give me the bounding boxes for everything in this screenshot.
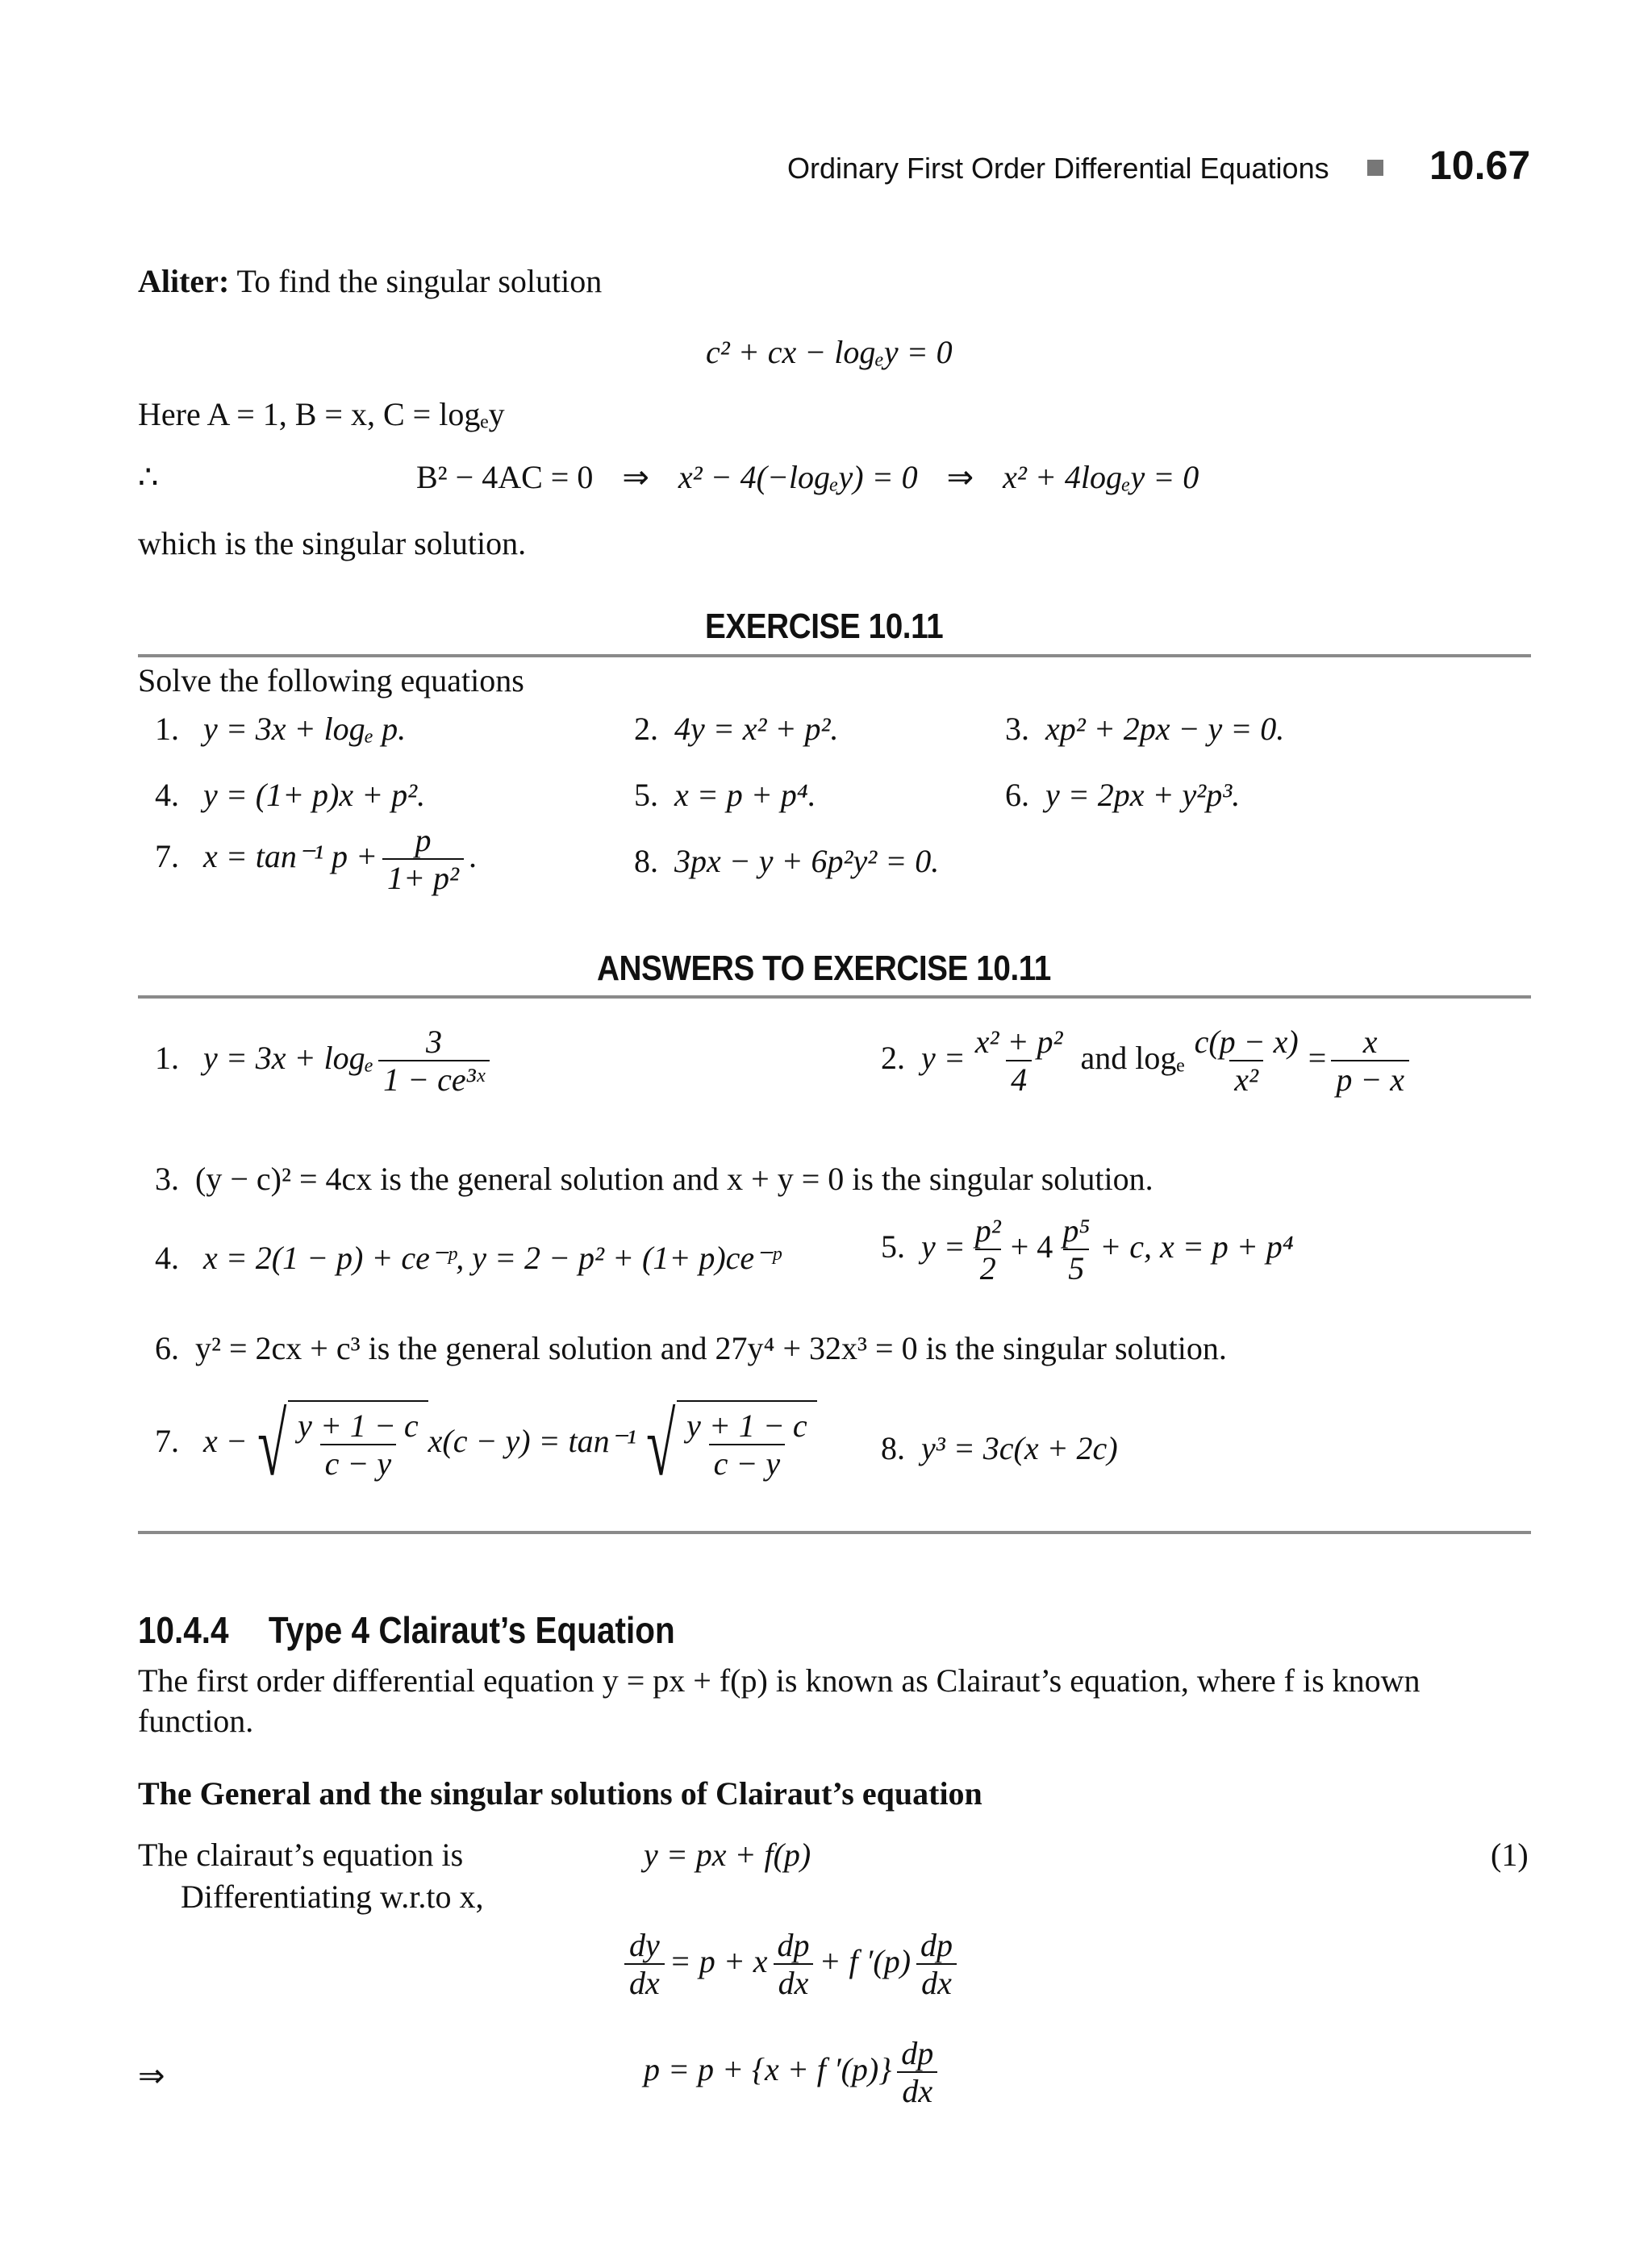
section-heading	[138, 1608, 675, 1652]
implies-symbol: ⇒	[622, 459, 649, 495]
answer-number: 6.	[155, 1330, 179, 1366]
item-number: 7.	[155, 838, 179, 875]
implies-symbol: ⇒	[138, 2058, 165, 2094]
item-number: 3.	[1005, 711, 1029, 747]
answer-text: x = 2(1 − p) + ce⁻ᵖ, y = 2 − p² + (1+ p)ce⁻ᵖ	[203, 1240, 781, 1276]
aliter-line	[138, 262, 602, 301]
implies-symbol: ⇒	[946, 459, 974, 495]
answers-title: ANSWERS TO EXERCISE 10.11	[597, 949, 1051, 988]
answer-text: + c, x = p + p⁴	[1099, 1228, 1294, 1266]
aliter-label: Aliter:	[138, 263, 230, 299]
fraction-denominator: 1+ p²	[382, 858, 464, 897]
fraction-numerator: y + 1 − c	[298, 1407, 419, 1444]
answer-text: y = 3x + logₑ	[203, 1040, 374, 1077]
equals-sign: =	[1308, 1040, 1327, 1077]
item-number: 8.	[634, 843, 658, 879]
item-number: 2.	[634, 711, 658, 747]
answer-text: y =	[921, 1228, 966, 1266]
radical-sign-icon: √	[645, 1395, 676, 1494]
exercise-item	[634, 776, 816, 815]
equation-number: (1)	[1491, 1837, 1529, 1873]
fraction-numerator: 3	[425, 1024, 442, 1060]
answer-number: 2.	[881, 1040, 905, 1077]
answer-4	[155, 1239, 781, 1278]
fraction-numerator: x² + p²	[974, 1024, 1063, 1060]
item-number: 1.	[155, 711, 179, 747]
fraction-numerator: p⁵	[1062, 1212, 1091, 1249]
fraction	[970, 1024, 1068, 1099]
item-number: 6.	[1005, 777, 1029, 813]
answer-text: and logₑ	[1080, 1040, 1185, 1077]
fraction-denominator: 4	[1006, 1060, 1032, 1099]
subsection-heading: The General and the singular solutions of Clairaut’s equation	[138, 1775, 982, 1812]
equation-text: = p + x	[669, 1943, 768, 1980]
aliter-equation-1: c² + cx − logₑy = 0	[706, 334, 953, 370]
fraction-denominator: c − y	[709, 1444, 786, 1482]
fraction	[916, 1928, 957, 2002]
section-paragraph: The first order differential equation y = px + f(p) is known as Clairaut’s equation, where f is known	[138, 1662, 1420, 1699]
answer-text: x −	[203, 1423, 248, 1460]
item-number: 4.	[155, 777, 179, 813]
exercise-item	[155, 710, 406, 749]
page-number: 10.67	[1429, 143, 1531, 188]
answer-6	[155, 1329, 1227, 1368]
fraction	[896, 2036, 938, 2110]
answer-text: x(c − y) = tan⁻¹	[428, 1423, 636, 1460]
answer-text: y³ = 3c(x + 2c)	[921, 1430, 1118, 1466]
item-period: .	[468, 838, 477, 875]
answer-5	[881, 1213, 1294, 1287]
answer-2	[881, 1024, 1414, 1099]
equation-text: + f ′(p)	[819, 1943, 912, 1980]
fraction	[1190, 1024, 1304, 1099]
fraction-numerator: dp	[777, 1927, 810, 1963]
answers-rule-bottom	[138, 1531, 1531, 1534]
item-equation: x = tan⁻¹ p +	[203, 838, 378, 875]
answer-8	[881, 1429, 1118, 1468]
exercise-item	[1005, 776, 1240, 815]
fraction-denominator: dx	[774, 1963, 814, 2002]
fraction-denominator: dx	[916, 1963, 957, 2002]
fraction-numerator: c(p − x)	[1194, 1024, 1299, 1060]
fraction-denominator: 2	[975, 1249, 1001, 1287]
fraction-numerator: dp	[920, 1927, 953, 1963]
answer-text: + 4	[1010, 1228, 1053, 1266]
item-equation: y = 2px + y²p³.	[1045, 777, 1241, 813]
differentiating-text: Differentiating w.r.to x,	[181, 1879, 484, 1915]
answer-1	[155, 1024, 494, 1099]
fraction	[970, 1213, 1006, 1287]
fraction-denominator: p − x	[1331, 1060, 1409, 1099]
item-equation: y = 3x + logₑ p.	[203, 711, 407, 747]
section-number: 10.4.4	[138, 1609, 229, 1651]
exercise-title: EXERCISE 10.11	[705, 607, 944, 646]
fraction-denominator: 5	[1063, 1249, 1089, 1287]
discriminant-equation	[416, 458, 1199, 497]
aliter-intro: To find the singular solution	[236, 263, 603, 299]
item-equation: xp² + 2px − y = 0.	[1045, 711, 1285, 747]
running-header-title: Ordinary First Order Differential Equations	[787, 152, 1329, 185]
fraction	[1058, 1213, 1095, 1287]
clairaut-label: The clairaut’s equation is	[138, 1837, 464, 1873]
exercise-intro: Solve the following equations	[138, 662, 524, 698]
fraction-denominator: dx	[624, 1963, 665, 2002]
item-number: 5.	[634, 777, 658, 813]
fraction	[378, 1024, 490, 1099]
aliter-conclusion: which is the singular solution.	[138, 525, 527, 561]
item-equation: y = (1+ p)x + p².	[203, 777, 426, 813]
answer-number: 7.	[155, 1423, 179, 1460]
fraction	[773, 1928, 815, 2002]
fraction-denominator: 1 − ce³ˣ	[378, 1060, 490, 1099]
therefore-symbol: ∴	[138, 459, 159, 495]
header-square-icon	[1367, 160, 1383, 176]
answer-number: 8.	[881, 1430, 905, 1466]
fraction-numerator: y + 1 − c	[686, 1407, 807, 1444]
derivative-equation-2	[644, 2036, 943, 2110]
aliter-coefficients: Here A = 1, B = x, C = logₑy	[138, 396, 505, 432]
fraction-numerator: dy	[629, 1927, 660, 1963]
item-equation: 4y = x² + p².	[674, 711, 839, 747]
fraction-denominator: dx	[897, 2071, 937, 2110]
answer-text: (y − c)² = 4cx is the general solution and x + y = 0 is the singular solution.	[195, 1161, 1153, 1197]
answer-7	[155, 1395, 817, 1494]
fraction	[1331, 1024, 1409, 1099]
fraction	[624, 1928, 665, 2002]
discriminant-a: B² − 4AC = 0	[416, 459, 594, 495]
answer-text: y =	[921, 1040, 966, 1077]
exercise-rule	[138, 654, 1531, 657]
answer-3	[155, 1160, 1153, 1199]
fraction-numerator: p²	[974, 1212, 1001, 1249]
fraction-numerator: x	[1362, 1024, 1378, 1060]
item-equation: x = p + p⁴.	[674, 777, 816, 813]
exercise-item	[1005, 710, 1284, 749]
answer-number: 1.	[155, 1040, 179, 1077]
equation-text: p = p + {x + f ′(p)}	[644, 2051, 892, 2088]
exercise-item	[155, 823, 477, 897]
answer-text: y² = 2cx + c³ is the general solution and 27y⁴ + 32x³ = 0 is the singular solution.	[195, 1330, 1227, 1366]
square-root	[248, 1395, 428, 1494]
fraction-denominator: c − y	[320, 1444, 397, 1482]
derivative-equation	[620, 1928, 962, 2002]
radical-sign-icon: √	[257, 1395, 287, 1494]
section-paragraph-continued: function.	[138, 1703, 254, 1739]
exercise-item	[634, 842, 939, 881]
square-root	[636, 1395, 817, 1494]
fraction	[382, 823, 464, 897]
exercise-item	[155, 776, 425, 815]
discriminant-b: x² − 4(−logₑy) = 0	[678, 459, 918, 495]
answer-number: 4.	[155, 1240, 179, 1276]
fraction-numerator: p	[415, 822, 432, 858]
exercise-item	[634, 710, 838, 749]
item-equation: 3px − y + 6p²y² = 0.	[674, 843, 940, 879]
answer-number: 5.	[881, 1228, 905, 1266]
fraction	[293, 1408, 423, 1482]
clairaut-equation: y = px + f(p)	[644, 1837, 811, 1873]
fraction	[682, 1408, 812, 1482]
answer-number: 3.	[155, 1161, 179, 1197]
answers-rule-top	[138, 995, 1531, 999]
fraction-denominator: x²	[1229, 1060, 1263, 1099]
section-title: Type 4 Clairaut’s Equation	[268, 1609, 675, 1651]
fraction-numerator: dp	[901, 2035, 934, 2071]
discriminant-c: x² + 4logₑy = 0	[1003, 459, 1199, 495]
